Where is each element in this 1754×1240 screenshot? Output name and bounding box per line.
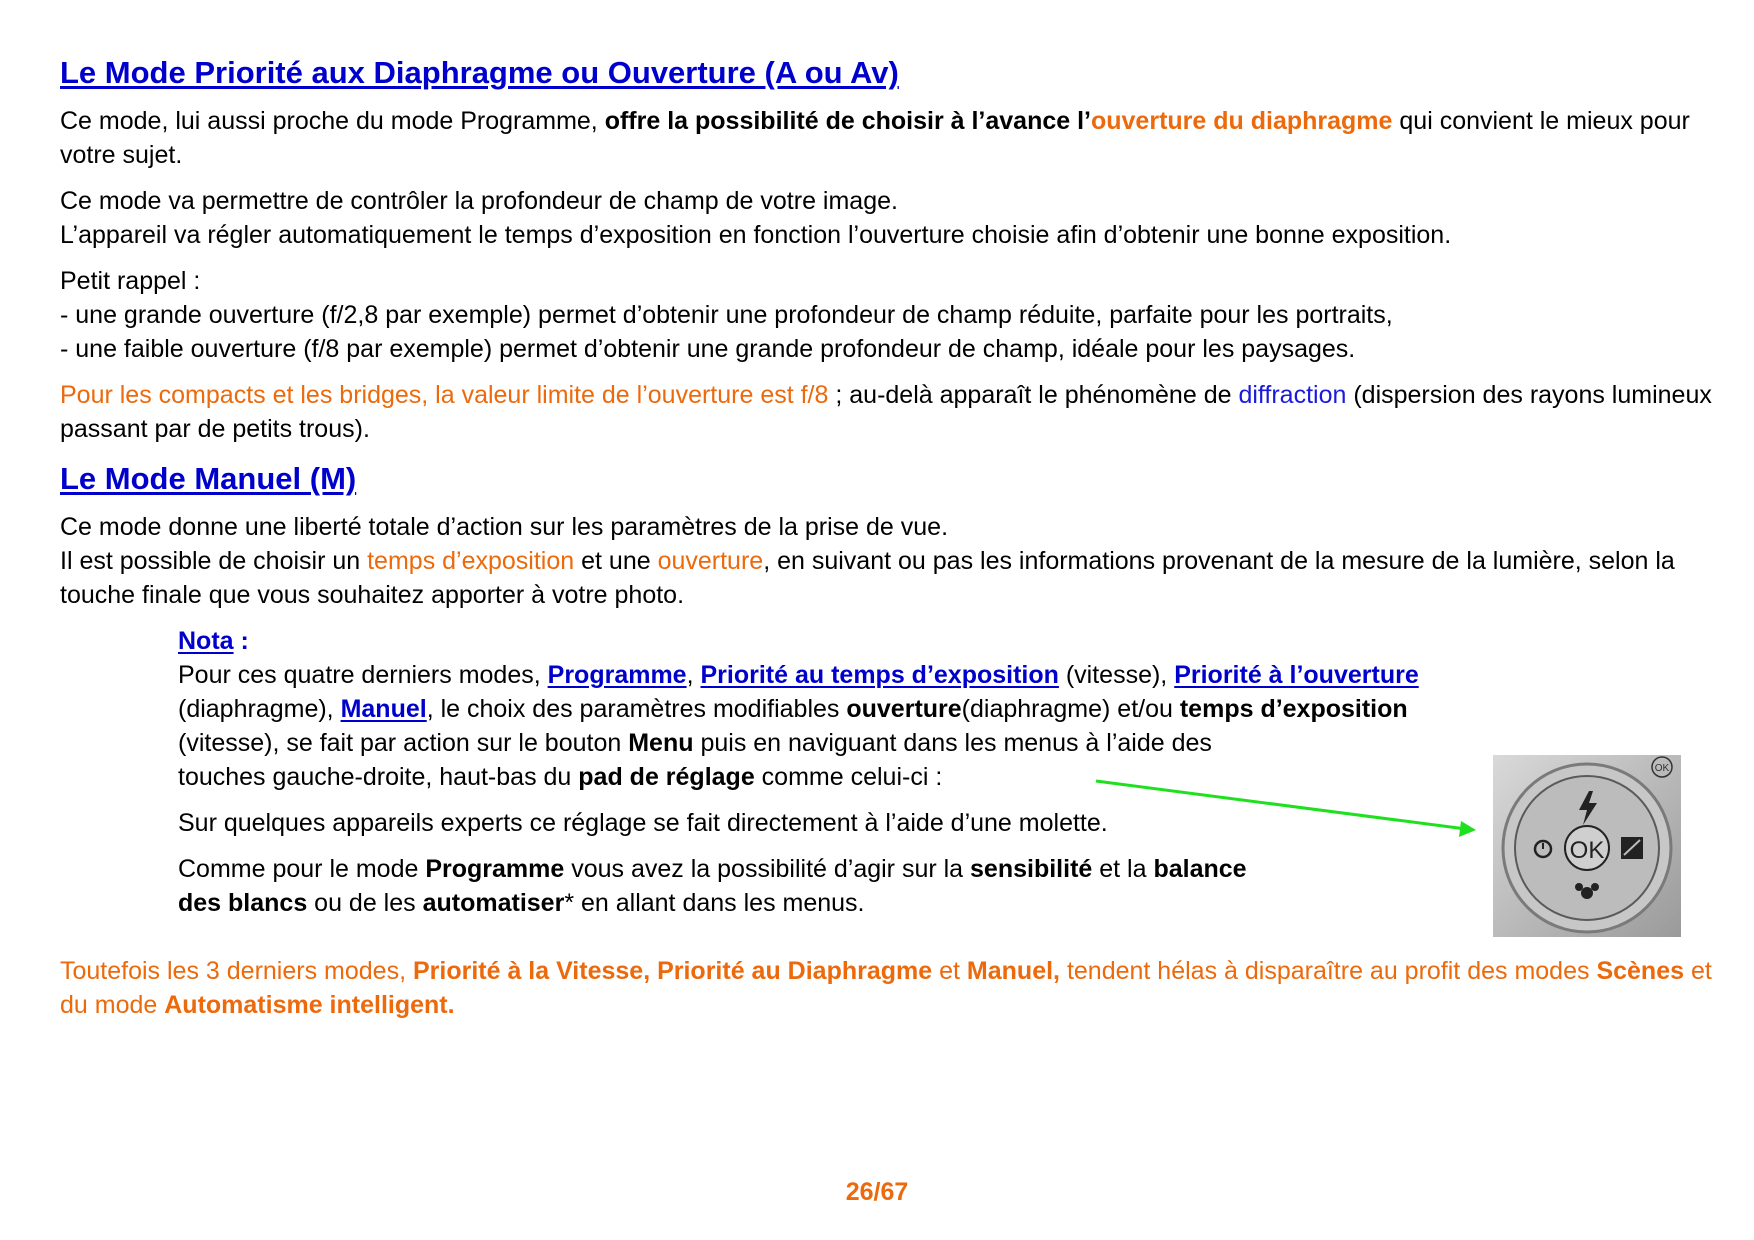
section-title-manual-mode: Le Mode Manuel (M)	[60, 461, 357, 496]
bold-segment: Programme	[425, 855, 565, 883]
text-line: - une faible ouverture (f/8 par exemple) permet d’obtenir une grande profondeur de champ, idéale pour les paysages.	[60, 335, 1356, 363]
nota-expert-paragraph: Sur quelques appareils experts ce réglage se fait directement à l’aide d’une molette.	[178, 809, 1108, 837]
exposure-compensation-icon	[1621, 837, 1643, 859]
text-segment: , en suivant ou pas les informations provenant de la mesure de la lumière, selon la touche finale que vous souhaitez apporter à votre photo.	[60, 547, 1675, 609]
bold-segment: pad de réglage	[578, 763, 755, 791]
text-line: Ce mode va permettre de contrôler la profondeur de champ de votre image.	[60, 187, 898, 215]
term-diffraction: diffraction	[1238, 381, 1347, 409]
bold-segment: Automatisme intelligent.	[164, 991, 455, 1019]
text-segment: (vitesse), se fait par action sur le bouton	[178, 729, 629, 757]
text-segment: tendent hélas à disparaître au profit des modes	[1060, 957, 1597, 985]
text-segment: Il est possible de choisir un	[60, 547, 368, 575]
link-exposure-priority[interactable]: Priorité au temps d’exposition	[700, 661, 1059, 689]
highlight-exposure-time: temps d’exposition	[367, 547, 575, 575]
bold-segment: ouverture	[846, 695, 962, 723]
text-segment: Toutefois les 3 derniers modes,	[60, 957, 413, 985]
text-segment: ; au-delà apparaît le phénomène de	[828, 381, 1239, 409]
text-segment: (diaphragme) et/ou	[961, 695, 1180, 723]
highlight-aperture: ouverture	[657, 547, 764, 575]
text-segment: et la	[1092, 855, 1154, 883]
text-segment: (diaphragme),	[178, 695, 341, 723]
text-line: Petit rappel :	[60, 267, 201, 295]
text-segment: Comme pour le mode	[178, 855, 426, 883]
text-segment: Ce mode, lui aussi proche du mode Programme,	[60, 107, 605, 135]
text-segment: qui convient le mieux pour votre sujet.	[60, 107, 1690, 169]
bold-segment: Scènes	[1596, 957, 1685, 985]
camera-pad-illustration	[1493, 755, 1681, 937]
bold-segment: sensibilité	[970, 855, 1093, 883]
bold-segment: Menu	[628, 729, 694, 757]
text-segment: * en allant dans les menus.	[564, 889, 865, 917]
text-line: - une grande ouverture (f/2,8 par exemple) permet d’obtenir une profondeur de champ réduite, parfaite pour les portraits,	[60, 301, 1393, 329]
text-segment: touches gauche-droite, haut-bas du	[178, 763, 579, 791]
bold-segment: temps d’exposition	[1179, 695, 1408, 723]
text-line: L’appareil va régler automatiquement le temps d’exposition en fonction l’ouverture choisie afin d’obtenir une bonne exposition.	[60, 221, 1452, 249]
bold-segment: Priorité à la Vitesse, Priorité au Diaphragme	[412, 957, 933, 985]
text-segment: Pour ces quatre derniers modes,	[178, 661, 548, 689]
text-segment: vous avez la possibilité d’agir sur la	[564, 855, 971, 883]
bold-segment: balance	[1153, 855, 1247, 883]
camera-pad-image	[1493, 755, 1681, 937]
link-manual[interactable]: Manuel	[340, 695, 427, 723]
highlight-limit: Pour les compacts et les bridges, la valeur limite de l’ouverture est f/8	[60, 381, 829, 409]
bold-segment: offre la possibilité de choisir à l’avance l’	[604, 107, 1091, 135]
bold-segment: des blancs	[178, 889, 308, 917]
link-aperture-priority[interactable]: Priorité à l’ouverture	[1174, 661, 1419, 689]
bold-segment: Manuel,	[966, 957, 1060, 985]
corner-ok-label: OK	[1654, 763, 1670, 774]
text-segment: puis en naviguant dans les menus à l’aide des	[693, 729, 1212, 757]
link-programme[interactable]: Programme	[547, 661, 687, 689]
bold-segment: automatiser	[422, 889, 565, 917]
text-segment: (vitesse),	[1058, 661, 1175, 689]
text-segment: ou de les	[307, 889, 423, 917]
text-segment: , le choix des paramètres modifiables	[426, 695, 847, 723]
text-segment: ,	[686, 661, 701, 689]
text-segment: (dispersion des rayons lumineux passant par de petits trous).	[60, 381, 1712, 443]
nota-colon: :	[233, 627, 249, 655]
nota-label: Nota	[178, 627, 234, 655]
ok-button-label: OK	[1569, 837, 1605, 864]
page-number: 26/67	[845, 1178, 909, 1206]
highlight-aperture: ouverture du diaphragme	[1090, 107, 1393, 135]
text-segment: et du mode	[60, 957, 1712, 1019]
text-segment: et	[932, 957, 967, 985]
section-title-aperture-mode: Le Mode Priorité aux Diaphragme ou Ouverture (A ou Av)	[60, 55, 899, 90]
text-segment: et une	[574, 547, 658, 575]
text-segment: comme celui-ci :	[754, 763, 943, 791]
text-line: Ce mode donne une liberté totale d’action sur les paramètres de la prise de vue.	[60, 513, 949, 541]
